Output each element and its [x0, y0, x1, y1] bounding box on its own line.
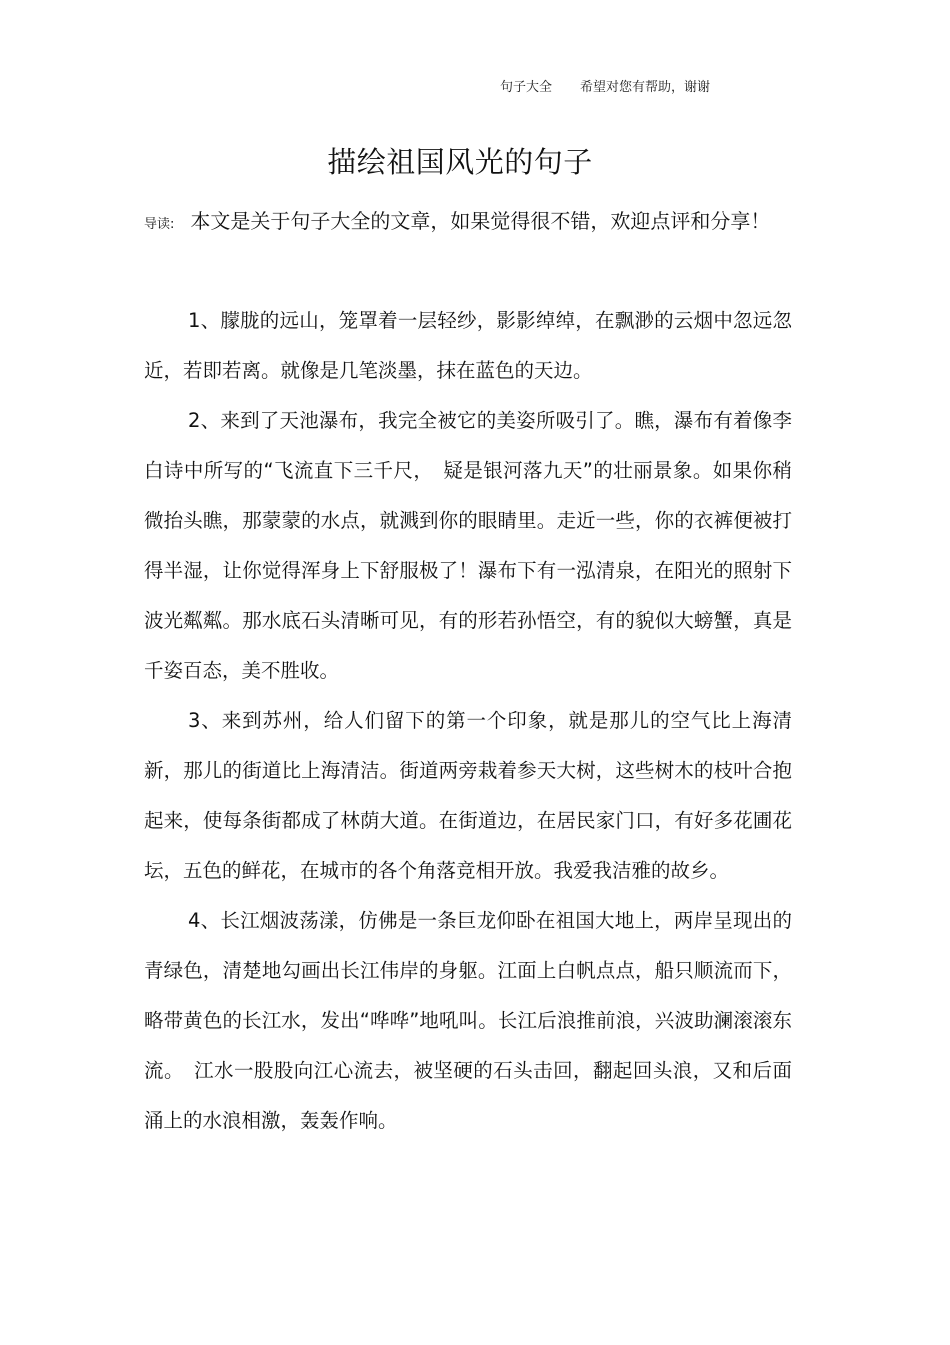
intro-label: 导读: — [144, 217, 175, 232]
article-body — [144, 296, 792, 1146]
intro-text: 本文是关于句子大全的文章，如果觉得很不错，欢迎点评和分享！ — [190, 209, 771, 233]
paragraph-2: 2、来到了天池瀑布，我完全被它的美姿所吸引了。瞧，瀑布有着像李白诗中所写的“飞流直下三千尺， 疑是银河落九天”的壮丽景象。如果你稍微抬头瞧，那蒙蒙的水点，就溅到你的眼睛里。走近一些，你的衣裤便被打得半湿，让你觉得浑身上下舒服极了！瀑布下有一泓清泉，在阳光的照射下波光粼粼。那水底石头清晰可见，有的形若孙悟空，有的貌似大螃蟹，真是千姿百态，美不胜收。 — [144, 409, 792, 682]
page-header — [500, 76, 710, 95]
paragraph-1: 1、朦胧的远山，笼罩着一层轻纱，影影绰绰，在飘渺的云烟中忽远忽近，若即若离。就像是几笔淡墨，抹在蓝色的天边。 — [144, 309, 792, 382]
intro-block — [144, 196, 794, 250]
paragraph-3: 3、来到苏州，给人们留下的第一个印象，就是那儿的空气比上海清新，那儿的街道比上海清洁。街道两旁栽着参天大树，这些树木的枝叶合抱起来，使每条街都成了林荫大道。在街道边，在居民家门口，有好多花圃花坛，五色的鲜花，在城市的各个角落竞相开放。我爱我洁雅的故乡。 — [144, 709, 792, 882]
page-title: 描绘祖国风光的句子 — [327, 145, 593, 179]
header-note-text: 希望对您有帮助，谢谢 — [580, 80, 711, 95]
header-site-name: 句子大全 — [500, 80, 553, 95]
paragraph-4: 4、长江烟波荡漾，仿佛是一条巨龙仰卧在祖国大地上，两岸呈现出的青绿色，清楚地勾画出长江伟岸的身躯。江面上白帆点点，船只顺流而下，略带黄色的长江水，发出“哗哗”地吼叫。长江后浪推前浪，兴波助澜滚滚东流。 江水一股股向江心流去，被坚硬的石头击回，翻起回头浪，又和后面涌上的水浪相激，轰轰作响。 — [144, 909, 792, 1132]
